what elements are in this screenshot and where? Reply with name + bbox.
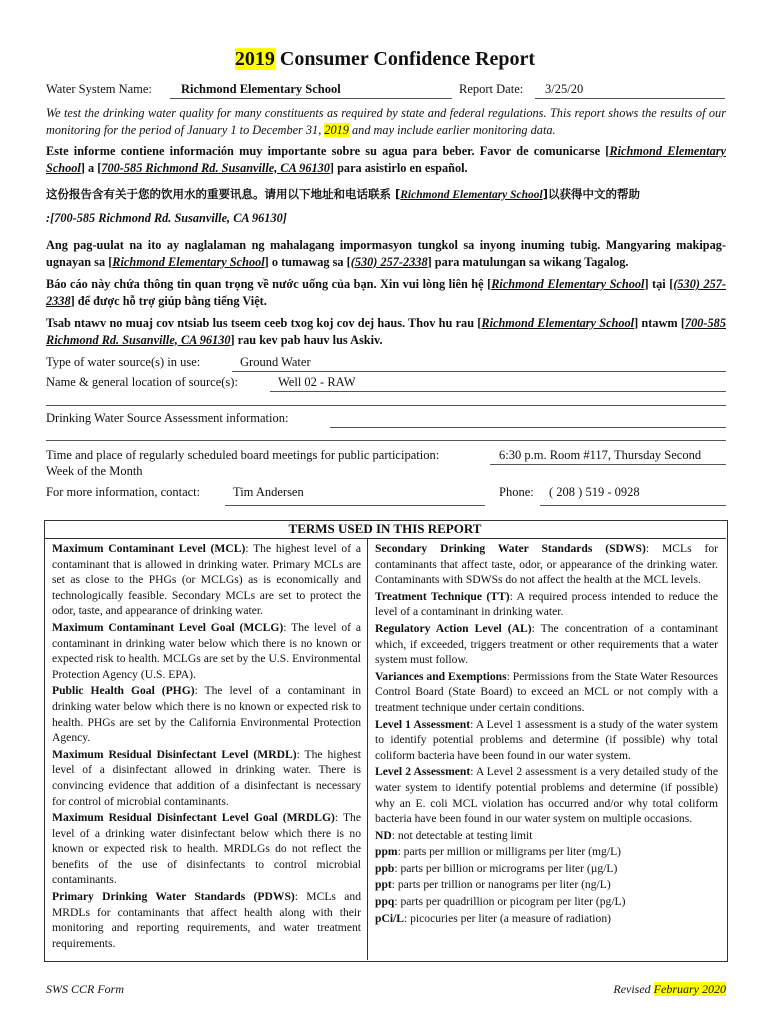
term-entry (375, 621, 718, 668)
term-definition: : The highest level of a contaminant that is allowed in drinking water. Primary MCLs are set as close to the PHGs (or MCLGs) as is economically and technologically feasible. Secondary MCLs are set to protect the odor, taste, and appearance of drinking water. (52, 542, 361, 618)
term-entry (52, 747, 361, 809)
term-name: ppb (375, 861, 395, 875)
chinese-notice: 这份报告含有关于您的饮用水的重要讯息。请用以下地址和电话联系 [Richmond Elementary School]以获得中文的帮助 (46, 187, 641, 201)
term-name: pCi/L (375, 911, 404, 925)
terms-left-column (52, 541, 361, 952)
term-name: ppt (375, 878, 392, 892)
term-definition: : parts per quadrillion or picogram per liter (pg/L) (394, 895, 626, 909)
terms-right-column (375, 541, 718, 927)
term-entry (375, 589, 718, 620)
term-name: ND (375, 828, 392, 842)
terms-divider (367, 539, 368, 960)
footer-form-name: SWS CCR Form (46, 982, 124, 996)
term-entry (375, 894, 718, 910)
term-definition: : A Level 1 assessment is a study of the water system to identify potential problems and determine (if possible) why total coliform bacteria have been found in our water system. (375, 717, 718, 762)
term-name: Variances and Exemptions (375, 669, 507, 683)
meeting-value-cont: Week of the Month (46, 464, 143, 478)
intro-paragraph: We test the drinking water quality for many constituents as required by state and federal regulations. This report shows the results of our monitoring for the period of January 1 to December 31, 2019 and may include earlier monitoring data. (46, 106, 726, 137)
term-definition: : The concentration of a contaminant which, if exceeded, triggers treatment or other requirements that a water system must follow. (375, 621, 719, 667)
term-entry (375, 861, 718, 877)
tagalog-notice: Ang pag-uulat na ito ay naglalaman ng mahalagang impormasyon tungkol sa inyong inuming tubig. Mangyaring makipag-ugnayan sa [Richmond Elementary School] o tumawag sa [(530) 257-2338] para matulungan sa wikang Tagalog. (46, 238, 726, 269)
term-entry (375, 541, 718, 588)
term-entry (375, 828, 718, 844)
title-text: Consumer Confidence Report (274, 48, 536, 70)
report-date-label: Report Date: (459, 82, 524, 96)
term-name: Public Health Goal (PHG) (52, 684, 195, 698)
meeting-value: 6:30 p.m. Room #117, Thursday Second (499, 448, 702, 462)
source-type-value: Ground Water (240, 355, 311, 369)
term-name: Maximum Contaminant Level (MCL) (52, 542, 246, 555)
term-name: Treatment Technique (TT) (375, 589, 510, 603)
vietnamese-notice: Báo cáo này chứa thông tin quan trọng về nước uống của bạn. Xin vui lòng liên hệ [Richmond Elementary School] tại [(530) 257-2338] để được hỗ trợ giúp bằng tiếng Việt. (46, 277, 726, 308)
contact-label: For more information, contact: (46, 485, 201, 499)
term-name: ppm (375, 845, 398, 859)
term-entry (375, 717, 718, 764)
water-system-label: Water System Name: (46, 82, 152, 96)
term-name: Maximum Contaminant Level Goal (MCLG) (52, 620, 284, 634)
term-entry (375, 844, 718, 860)
term-name: Level 1 Assessment (375, 717, 471, 731)
term-name: Maximum Residual Disinfectant Level Goal (MRDLG) (52, 811, 335, 825)
term-name: Level 2 Assessment (375, 765, 471, 779)
report-date-value: 3/25/20 (545, 82, 584, 96)
term-definition: : parts per billion or micrograms per liter (µg/L) (394, 861, 618, 875)
term-entry (52, 620, 361, 682)
term-definition: : parts per trillion or nanograms per liter (ng/L) (391, 878, 611, 892)
source-type-label: Type of water source(s) in use: (46, 355, 201, 369)
term-name: Secondary Drinking Water Standards (SDWS) (375, 542, 646, 555)
hmong-notice: Tsab ntawv no muaj cov ntsiab lus tseem ceeb txog koj cov dej haus. Thov hu rau [Richmond Elementary School] ntawm [700-585 Richmond Rd. Susanville, CA 96130] rau kev pab hauv lus Askiv. (46, 316, 726, 347)
term-entry (52, 810, 361, 888)
term-entry (375, 764, 718, 826)
term-definition: : A required process intended to reduce the level of a contaminant in drinking water. (375, 589, 718, 619)
term-entry (52, 683, 361, 745)
term-definition: : picocuries per liter (a measure of radiation) (404, 911, 611, 925)
term-definition: : A Level 2 assessment is a very detailed study of the water system to identify potential problems and determine (if possible) why an E. coli MCL violation has occurred and/or why total coliform bacteria have been found in our water system on multiple occasions. (375, 765, 718, 826)
term-name: Regulatory Action Level (AL) (375, 621, 532, 635)
term-definition: : Permissions from the State Water Resources Control Board (State Board) to exceed an MCL or not comply with a treatment technique under certain conditions. (375, 669, 719, 714)
assessment-label: Drinking Water Source Assessment information: (46, 411, 289, 425)
term-definition: : not detectable at testing limit (391, 828, 533, 842)
term-definition: : parts per million or milligrams per liter (mg/L) (397, 845, 622, 859)
term-entry (52, 889, 361, 951)
source-location-value: Well 02 - RAW (278, 375, 356, 389)
page-title (0, 48, 770, 71)
title-year: 2019 (234, 48, 275, 70)
spanish-notice: Este informe contiene información muy importante sobre su agua para beber. Favor de comunicarse [Richmond Elementary School] a [700-585 Richmond Rd. Susanville, CA 96130] para asistirlo en español. (46, 144, 727, 175)
water-system-value: Richmond Elementary School (181, 82, 341, 96)
term-definition: : MCLs for contaminants that affect taste, odor, or appearance of the drinking water. Contaminants with SDWSs do not affect the health at the MCL levels. (375, 542, 718, 587)
term-name: Maximum Residual Disinfectant Level (MRDL) (52, 747, 297, 761)
footer-revised: Revised February 2020 (613, 982, 726, 996)
term-definition: : MCLs and MRDLs for contaminants that affect health along with their monitoring and reporting requirements, and water treatment requirements. (52, 890, 361, 950)
term-entry (375, 877, 718, 893)
term-entry (375, 669, 718, 716)
term-name: Primary Drinking Water Standards (PDWS) (52, 890, 295, 904)
meeting-label: Time and place of regularly scheduled board meetings for public participation: (46, 448, 440, 462)
chinese-address: :[700-585 Richmond Rd. Susanville, CA 96130] (46, 211, 287, 225)
term-definition: : The level of a contaminant in drinking water below which there is no known or expected risk to health. MCLGs are set by the U.S. Environmental Protection Agency (U.S. EPA). (52, 620, 361, 681)
term-entry (375, 911, 718, 927)
term-definition: : The level of a contaminant in drinking water below which there is no known or expected risk to health. PHGs are set by the California Environmental Protection Agency. (52, 684, 361, 745)
phone-label: Phone: (499, 485, 534, 499)
term-entry (52, 541, 361, 619)
source-location-label: Name & general location of source(s): (46, 375, 238, 389)
terms-heading: TERMS USED IN THIS REPORT (44, 520, 726, 539)
term-definition: : The level of a drinking water disinfectant below which there is no known or expected risk to health. MRDLGs do not reflect the benefits of the use of disinfectants to control microbial contaminants. (52, 811, 361, 887)
contact-value: Tim Andersen (233, 485, 304, 499)
phone-value: ( 208 ) 519 - 0928 (549, 485, 640, 499)
term-definition: : The highest level of a disinfectant allowed in drinking water. There is convincing evidence that addition of a disinfectant is necessary for control of microbial contaminants. (52, 747, 362, 808)
intro-year: 2019 (324, 122, 349, 137)
term-name: ppq (375, 895, 395, 909)
